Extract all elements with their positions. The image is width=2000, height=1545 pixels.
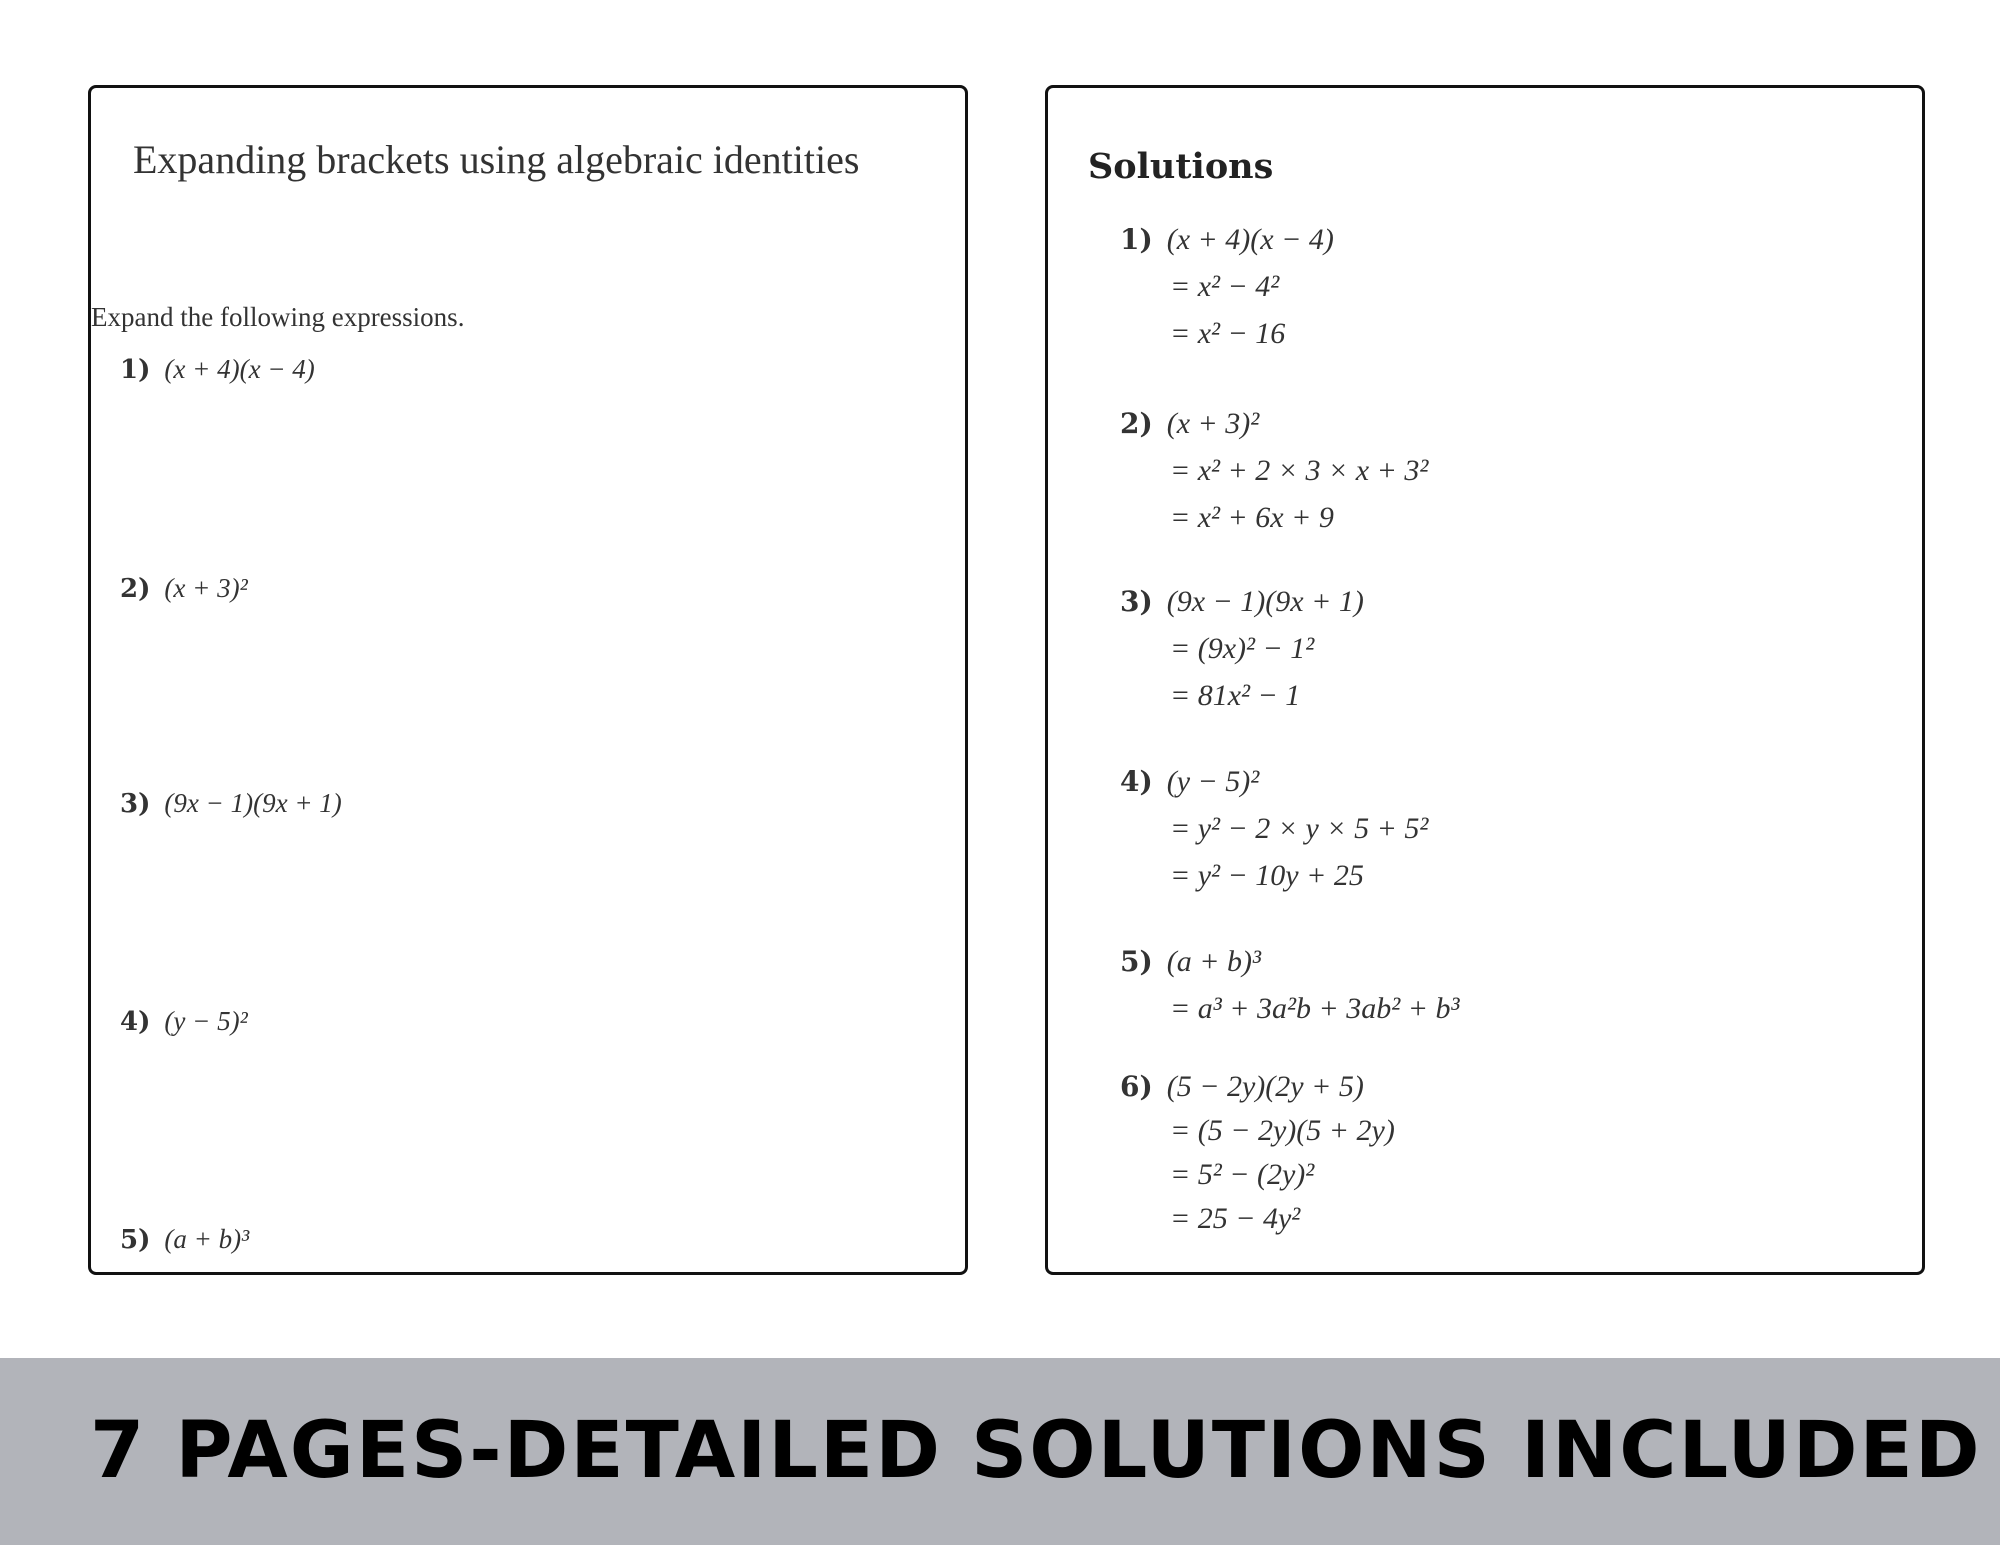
question-number: 1) [120,355,151,385]
question-expression: (x + 3)² [164,573,248,603]
solution-step: = x² + 2 × 3 × x + 3² [1170,454,1429,487]
solution-step: = x² − 4² [1170,270,1280,303]
worksheet-page [88,85,968,1275]
solution-number: 5) [1120,945,1153,978]
solution-step: = x² + 6x + 9 [1170,501,1334,534]
banner-text: 7 PAGES-DETAILED SOLUTIONS INCLUDED [90,1406,1982,1496]
solution-expression: (y − 5)² [1166,765,1260,798]
question-item [120,1006,248,1037]
solution-item [1120,400,1428,541]
promo-banner [0,1358,2000,1545]
solution-item [1120,578,1364,719]
solution-step: = 5² − (2y)² [1170,1158,1315,1191]
solution-expression: (x + 3)² [1166,407,1260,440]
solution-step: = y² − 2 × y × 5 + 5² [1170,812,1429,845]
question-expression: (x + 4)(x − 4) [164,354,315,384]
solution-step: = 81x² − 1 [1170,679,1301,712]
question-item [120,1224,249,1255]
solution-step: = y² − 10y + 25 [1170,859,1364,892]
solution-number: 3) [1120,585,1153,618]
solution-step: = (9x)² − 1² [1170,632,1315,665]
question-expression: (a + b)³ [164,1224,250,1254]
solution-expression: (5 − 2y)(2y + 5) [1166,1070,1364,1103]
question-number: 3) [120,789,151,819]
question-number: 4) [120,1007,151,1037]
solution-expression: (x + 4)(x − 4) [1166,223,1334,256]
solution-number: 6) [1120,1070,1153,1103]
question-item [120,788,342,819]
solution-number: 2) [1120,407,1153,440]
worksheet-title: Expanding brackets using algebraic identities [133,137,860,182]
solution-item [1120,938,1459,1032]
question-expression: (y − 5)² [164,1006,248,1036]
solution-expression: (9x − 1)(9x + 1) [1166,585,1364,618]
solution-item [1120,216,1334,357]
solution-number: 1) [1120,223,1153,256]
question-item [120,573,248,604]
solution-item [1120,1065,1395,1241]
solution-step: = x² − 16 [1170,317,1286,350]
solution-step: = (5 − 2y)(5 + 2y) [1170,1114,1395,1147]
solution-expression: (a + b)³ [1166,945,1261,978]
solutions-title: Solutions [1088,146,1274,187]
solutions-page [1045,85,1925,1275]
question-number: 5) [120,1225,151,1255]
question-number: 2) [120,574,151,604]
solution-step: = a³ + 3a²b + 3ab² + b³ [1170,992,1460,1025]
solution-step: = 25 − 4y² [1170,1202,1301,1235]
worksheet-instruction: Expand the following expressions. [91,302,465,332]
solution-item [1120,758,1428,899]
solution-number: 4) [1120,765,1153,798]
question-item [120,354,315,385]
question-expression: (9x − 1)(9x + 1) [164,788,342,818]
